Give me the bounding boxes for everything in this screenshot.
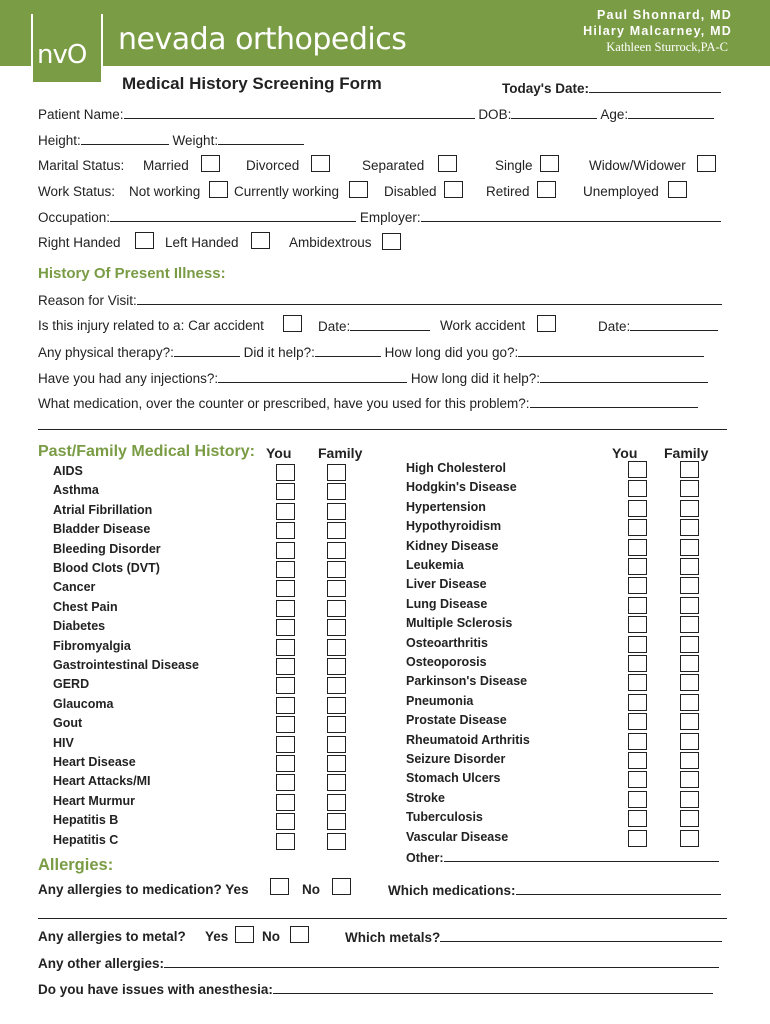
todays-date-label: Today's Date: <box>502 80 721 96</box>
age-field[interactable] <box>628 106 714 119</box>
right-you-checkbox[interactable] <box>628 616 647 633</box>
right-condition-label: Kidney Disease <box>406 538 499 553</box>
right-you-checkbox[interactable] <box>628 480 647 497</box>
left-handed-label: Left Handed <box>165 235 239 250</box>
right-condition-label: Parkinson's Disease <box>406 674 528 689</box>
left-you-checkbox[interactable] <box>276 580 295 597</box>
right-you-checkbox[interactable] <box>628 519 647 536</box>
right-condition-label: Liver Disease <box>406 577 487 592</box>
right-you-checkbox[interactable] <box>628 733 647 750</box>
pmh-other-field[interactable] <box>444 849 719 862</box>
left-you-checkbox[interactable] <box>276 522 295 539</box>
right-you-checkbox[interactable] <box>628 558 647 575</box>
left-condition-label: Diabetes <box>53 619 106 634</box>
right-condition-label: Seizure Disorder <box>406 752 506 766</box>
occupation-field[interactable] <box>110 209 356 222</box>
left-family-checkbox[interactable] <box>327 736 346 753</box>
pmh-title: Past/Family Medical History: <box>38 443 255 460</box>
ambidextrous-label: Ambidextrous <box>289 235 372 250</box>
medication-field-line2[interactable] <box>38 417 727 430</box>
metal-allergy-yes-checkbox[interactable] <box>235 926 254 943</box>
right-family-checkbox[interactable] <box>680 616 699 633</box>
left-condition-label: Blood Clots (DVT) <box>53 561 160 575</box>
marital-separated-checkbox[interactable] <box>438 155 457 172</box>
right-family-checkbox[interactable] <box>680 791 699 808</box>
right-family-checkbox[interactable] <box>680 577 699 594</box>
pmh-you-header-right: You <box>612 445 638 461</box>
left-family-checkbox[interactable] <box>327 658 346 675</box>
right-family-checkbox[interactable] <box>680 655 699 672</box>
which-meds-field-line2[interactable] <box>38 906 727 919</box>
right-you-checkbox[interactable] <box>628 694 647 711</box>
brand-name: nevada orthopedics <box>118 22 407 57</box>
right-condition-label: High Cholesterol <box>406 461 507 475</box>
pt-help-field[interactable] <box>315 344 381 357</box>
pmh-family-header-left: Family <box>318 445 363 461</box>
right-family-checkbox[interactable] <box>680 519 699 536</box>
work-notworking-checkbox[interactable] <box>209 181 228 198</box>
left-family-checkbox[interactable] <box>327 619 346 636</box>
pt-row: Any physical therapy?: Did it help?: How long did you go?: <box>38 344 704 360</box>
marital-divorced-checkbox[interactable] <box>311 155 330 172</box>
left-family-checkbox[interactable] <box>327 716 346 733</box>
work-disabled-checkbox[interactable] <box>444 181 463 198</box>
right-you-checkbox[interactable] <box>628 752 647 769</box>
med-allergy-yes-checkbox[interactable] <box>270 878 289 895</box>
right-you-checkbox[interactable] <box>628 674 647 691</box>
marital-single-label: Single <box>495 158 533 173</box>
metal-allergy-yes-label: Yes <box>205 929 229 944</box>
right-condition-label: Hypertension <box>406 499 486 514</box>
right-family-checkbox[interactable] <box>680 500 699 517</box>
left-family-checkbox[interactable] <box>327 639 346 656</box>
right-you-checkbox[interactable] <box>628 830 647 847</box>
metal-allergy-no-checkbox[interactable] <box>290 926 309 943</box>
left-family-checkbox[interactable] <box>327 813 346 830</box>
left-condition-label: Hepatitis C <box>53 832 119 847</box>
pt-field[interactable] <box>174 344 240 357</box>
right-family-checkbox[interactable] <box>680 597 699 614</box>
right-condition-label: Multiple Sclerosis <box>406 616 513 631</box>
height-weight-row: Height: Weight: <box>38 132 304 148</box>
left-you-checkbox[interactable] <box>276 833 295 850</box>
left-family-checkbox[interactable] <box>327 483 346 500</box>
work-currently-checkbox[interactable] <box>349 181 368 198</box>
left-you-checkbox[interactable] <box>276 483 295 500</box>
right-condition-label: Pneumonia <box>406 693 474 708</box>
right-condition-label: Tuberculosis <box>406 810 483 825</box>
physician-assistant: Kathleen Sturrock,PA-C <box>606 40 728 54</box>
left-you-checkbox[interactable] <box>276 619 295 636</box>
right-family-checkbox[interactable] <box>680 694 699 711</box>
left-family-checkbox[interactable] <box>327 794 346 811</box>
left-family-checkbox[interactable] <box>327 561 346 578</box>
work-accident-label: Work accident <box>440 318 526 333</box>
which-meds-field[interactable] <box>516 882 721 895</box>
left-condition-label: Chest Pain <box>53 599 118 614</box>
left-condition-label: Hepatitis B <box>53 813 119 828</box>
right-family-checkbox[interactable] <box>680 539 699 556</box>
left-you-checkbox[interactable] <box>276 542 295 559</box>
pmh-family-header-right: Family <box>664 445 709 461</box>
pmh-you-header-left: You <box>266 445 292 461</box>
left-you-checkbox[interactable] <box>276 697 295 714</box>
right-condition-label: Prostate Disease <box>406 713 507 728</box>
right-condition-label: Osteoporosis <box>406 655 487 669</box>
injections-row: Have you had any injections?: How long did it help?: <box>38 370 708 386</box>
anesthesia-field[interactable] <box>273 981 713 994</box>
work-accident-checkbox[interactable] <box>537 315 556 332</box>
medication-field[interactable] <box>530 395 698 408</box>
right-condition-label: Rheumatoid Arthritis <box>406 732 530 747</box>
right-condition-label: Leukemia <box>406 558 464 572</box>
left-condition-label: Cancer <box>53 580 96 595</box>
work-disabled-label: Disabled <box>384 184 437 199</box>
patient-name-row: Patient Name: DOB: Age: <box>38 106 714 122</box>
left-family-checkbox[interactable] <box>327 755 346 772</box>
logo <box>31 14 103 84</box>
pmh-other-row: Other: <box>406 849 719 865</box>
ambidextrous-checkbox[interactable] <box>382 233 401 250</box>
marital-married-checkbox[interactable] <box>201 155 220 172</box>
right-you-checkbox[interactable] <box>628 500 647 517</box>
right-handed-label: Right Handed <box>38 235 121 250</box>
left-family-checkbox[interactable] <box>327 833 346 850</box>
right-family-checkbox[interactable] <box>680 713 699 730</box>
left-condition-label: Heart Attacks/MI <box>53 774 151 789</box>
left-family-checkbox[interactable] <box>327 774 346 791</box>
reason-field[interactable] <box>137 292 722 305</box>
left-condition-label: Asthma <box>53 483 99 498</box>
right-condition-label: Lung Disease <box>406 596 488 611</box>
left-condition-label: Bleeding Disorder <box>53 541 161 556</box>
left-you-checkbox[interactable] <box>276 600 295 617</box>
which-meds-row: Which medications: <box>388 882 721 898</box>
left-condition-label: Gout <box>53 716 83 731</box>
which-metals-field[interactable] <box>440 929 722 942</box>
left-family-checkbox[interactable] <box>327 677 346 694</box>
left-you-checkbox[interactable] <box>276 464 295 481</box>
right-family-checkbox[interactable] <box>680 558 699 575</box>
right-you-checkbox[interactable] <box>628 810 647 827</box>
right-you-checkbox[interactable] <box>628 539 647 556</box>
weight-field[interactable] <box>218 132 304 145</box>
car-accident-date-field[interactable] <box>350 318 430 331</box>
pt-howlong-field[interactable] <box>518 344 704 357</box>
left-family-checkbox[interactable] <box>327 580 346 597</box>
injections-help-field[interactable] <box>540 370 708 383</box>
right-condition-label: Osteoarthritis <box>406 635 488 650</box>
left-condition-label: Fibromyalgia <box>53 638 131 653</box>
logo-text: nvO <box>37 40 87 70</box>
left-family-checkbox[interactable] <box>327 542 346 559</box>
work-retired-label: Retired <box>486 184 530 199</box>
marital-single-checkbox[interactable] <box>540 155 559 172</box>
right-family-checkbox[interactable] <box>680 674 699 691</box>
left-handed-checkbox[interactable] <box>251 232 270 249</box>
left-you-checkbox[interactable] <box>276 755 295 772</box>
right-condition-label: Stomach Ulcers <box>406 771 501 786</box>
left-condition-label: GERD <box>53 677 90 692</box>
metal-allergy-no-label: No <box>262 929 280 944</box>
right-you-checkbox[interactable] <box>628 577 647 594</box>
anesthesia-row: Do you have issues with anesthesia: <box>38 981 713 997</box>
occupation-row: Occupation: Employer: <box>38 209 721 225</box>
patient-name-field[interactable] <box>124 106 475 119</box>
left-you-checkbox[interactable] <box>276 716 295 733</box>
left-you-checkbox[interactable] <box>276 677 295 694</box>
right-you-checkbox[interactable] <box>628 636 647 653</box>
right-condition-label: Vascular Disease <box>406 829 509 844</box>
work-retired-checkbox[interactable] <box>537 181 556 198</box>
left-you-checkbox[interactable] <box>276 658 295 675</box>
injury-label: Is this injury related to a: Car accident <box>38 318 264 333</box>
right-family-checkbox[interactable] <box>680 810 699 827</box>
left-you-checkbox[interactable] <box>276 503 295 520</box>
right-family-checkbox[interactable] <box>680 461 699 478</box>
left-condition-label: Bladder Disease <box>53 522 151 537</box>
med-allergy-no-checkbox[interactable] <box>332 878 351 895</box>
work-currently-label: Currently working <box>234 184 340 199</box>
reason-row: Reason for Visit: <box>38 292 722 308</box>
marital-widow-checkbox[interactable] <box>697 155 716 172</box>
right-you-checkbox[interactable] <box>628 791 647 808</box>
other-allergies-field[interactable] <box>164 955 719 968</box>
doctor-1: Paul Shonnard, MD <box>597 8 732 22</box>
left-family-checkbox[interactable] <box>327 503 346 520</box>
car-accident-checkbox[interactable] <box>283 315 302 332</box>
right-you-checkbox[interactable] <box>628 713 647 730</box>
employer-field[interactable] <box>421 209 721 222</box>
left-condition-label: AIDS <box>53 464 83 478</box>
left-you-checkbox[interactable] <box>276 813 295 830</box>
right-family-checkbox[interactable] <box>680 733 699 750</box>
left-you-checkbox[interactable] <box>276 774 295 791</box>
right-handed-checkbox[interactable] <box>135 232 154 249</box>
date2-row: Date: <box>598 318 718 334</box>
work-unemployed-checkbox[interactable] <box>668 181 687 198</box>
height-field[interactable] <box>81 132 169 145</box>
form-title: Medical History Screening Form <box>122 74 382 93</box>
left-you-checkbox[interactable] <box>276 639 295 656</box>
allergies-title: Allergies: <box>38 856 114 874</box>
todays-date-field[interactable] <box>589 80 721 93</box>
marital-widow-label: Widow/Widower <box>589 158 686 173</box>
marital-status-label: Marital Status: <box>38 158 125 173</box>
right-you-checkbox[interactable] <box>628 771 647 788</box>
work-unemployed-label: Unemployed <box>583 184 659 199</box>
date1-row: Date: <box>318 318 430 334</box>
right-family-checkbox[interactable] <box>680 752 699 769</box>
work-status-label: Work Status: <box>38 184 116 199</box>
med-allergy-label: Any allergies to medication? Yes <box>38 882 249 897</box>
right-condition-label: Stroke <box>406 790 445 805</box>
right-condition-label: Hypothyroidism <box>406 519 502 534</box>
left-you-checkbox[interactable] <box>276 794 295 811</box>
right-family-checkbox[interactable] <box>680 636 699 653</box>
right-you-checkbox[interactable] <box>628 597 647 614</box>
hpi-title: History Of Present Illness: <box>38 265 226 282</box>
right-family-checkbox[interactable] <box>680 480 699 497</box>
left-condition-label: Glaucoma <box>53 696 114 711</box>
injections-field[interactable] <box>218 370 407 383</box>
which-metals-row: Which metals? <box>345 929 722 945</box>
right-family-checkbox[interactable] <box>680 830 699 847</box>
other-allergies-row: Any other allergies: <box>38 955 719 971</box>
left-family-checkbox[interactable] <box>327 464 346 481</box>
marital-married-label: Married <box>143 158 189 173</box>
left-condition-label: Gastrointestinal Disease <box>53 658 199 672</box>
doctor-2: Hilary Malcarney, MD <box>583 24 732 38</box>
right-family-checkbox[interactable] <box>680 771 699 788</box>
left-condition-label: Heart Murmur <box>53 793 135 808</box>
marital-separated-label: Separated <box>362 158 425 173</box>
left-you-checkbox[interactable] <box>276 736 295 753</box>
med-allergy-no-label: No <box>302 882 320 897</box>
medication-row: What medication, over the counter or prescribed, have you used for this problem?: <box>38 395 698 411</box>
right-you-checkbox[interactable] <box>628 655 647 672</box>
marital-divorced-label: Divorced <box>246 158 300 173</box>
left-you-checkbox[interactable] <box>276 561 295 578</box>
left-family-checkbox[interactable] <box>327 522 346 539</box>
left-condition-label: HIV <box>53 735 74 750</box>
left-family-checkbox[interactable] <box>327 600 346 617</box>
left-condition-label: Atrial Fibrillation <box>53 502 153 517</box>
left-condition-label: Heart Disease <box>53 755 136 769</box>
metal-allergy-label: Any allergies to metal? <box>38 929 186 944</box>
right-condition-label: Hodgkin's Disease <box>406 480 517 495</box>
dob-field[interactable] <box>511 106 597 119</box>
work-accident-date-field[interactable] <box>630 318 718 331</box>
left-family-checkbox[interactable] <box>327 697 346 714</box>
work-notworking-label: Not working <box>129 184 201 199</box>
right-you-checkbox[interactable] <box>628 461 647 478</box>
